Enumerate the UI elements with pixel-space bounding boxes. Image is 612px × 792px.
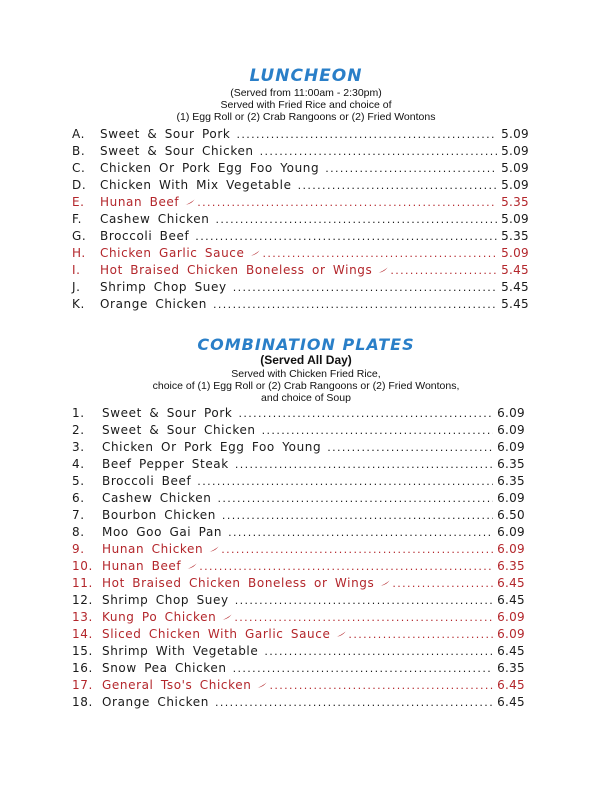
item-price: 6.45 [497,576,525,590]
menu-item [72,592,525,609]
leader-dots [197,473,493,490]
item-name: Hunan Beef [100,195,180,209]
item-name: Orange Chicken [102,695,209,709]
menu-item [72,177,529,194]
leader-dots [392,575,493,592]
item-name: Sweet & Sour Chicken [100,144,254,158]
item-name: Hot Braised Chicken Boneless or Wings [100,263,373,277]
item-name: Cashew Chicken [100,212,210,226]
item-name: Kung Po Chicken [102,610,217,624]
leader-dots [236,126,497,143]
menu-item [72,541,525,558]
item-name: Sweet & Sour Chicken [102,423,256,437]
leader-dots [260,143,497,160]
menu-item [72,473,525,490]
combination-menu-list [72,405,525,711]
leader-dots [199,558,493,575]
item-price: 5.09 [501,144,529,158]
item-key: 2. [72,423,85,437]
item-name: Chicken Or Pork Egg Foo Young [102,440,322,454]
leader-dots [390,262,497,279]
item-key: J. [72,280,81,294]
item-name: Snow Pea Chicken [102,661,227,675]
item-name: Chicken Or Pork Egg Foo Young [100,161,320,175]
menu-item [72,609,525,626]
item-key: 10. [72,559,93,573]
leader-dots [238,405,493,422]
item-name: Hunan Chicken [102,542,204,556]
item-price: 6.09 [497,525,525,539]
item-price: 6.50 [497,508,525,522]
item-key: 16. [72,661,93,675]
leader-dots [235,456,493,473]
item-name: Broccoli Beef [100,229,190,243]
item-name: Cashew Chicken [102,491,212,505]
menu-item [72,626,525,643]
item-key: C. [72,161,86,175]
menu-item [72,558,525,575]
item-price: 5.45 [501,263,529,277]
combination-note-line3: and choice of Soup [261,392,351,404]
luncheon-title: LUNCHEON [249,66,363,86]
item-price: 6.09 [497,491,525,505]
leader-dots [215,211,497,228]
hot-pepper-icon [257,676,267,682]
menu-item [72,456,525,473]
menu-item [72,507,525,524]
leader-dots [269,677,493,694]
menu-item [72,694,525,711]
leader-dots [215,694,493,711]
item-key: 17. [72,678,93,692]
item-name: Shrimp Chop Suey [102,593,229,607]
menu-item [72,211,529,228]
item-key: K. [72,297,85,311]
item-key: 9. [72,542,85,556]
leader-dots [327,439,493,456]
leader-dots [233,660,493,677]
leader-dots [221,541,493,558]
item-key: 18. [72,695,93,709]
menu-item [72,160,529,177]
menu-item [72,405,525,422]
item-key: 12. [72,593,93,607]
leader-dots [325,160,497,177]
item-price: 5.09 [501,212,529,226]
item-price: 6.45 [497,593,525,607]
item-price: 6.09 [497,610,525,624]
hot-pepper-icon [222,608,232,614]
item-name: Moo Goo Gai Pan [102,525,223,539]
item-name: Sliced Chicken With Garlic Sauce [102,627,331,641]
item-key: 6. [72,491,85,505]
menu-item [72,660,525,677]
hot-pepper-icon [378,261,388,267]
item-name: Broccoli Beef [102,474,192,488]
item-price: 5.09 [501,246,529,260]
item-price: 5.09 [501,178,529,192]
leader-dots [222,507,493,524]
leader-dots [197,194,497,211]
item-price: 6.09 [497,627,525,641]
item-key: 13. [72,610,93,624]
luncheon-note-line2: (1) Egg Roll or (2) Crab Rangoons or (2) Fried Wontons [176,111,436,123]
leader-dots [348,626,493,643]
menu-item [72,422,525,439]
item-price: 5.09 [501,127,529,141]
item-key: 7. [72,508,85,522]
item-price: 6.09 [497,440,525,454]
item-price: 5.35 [501,229,529,243]
hot-pepper-icon [250,244,260,250]
menu-item [72,279,529,296]
combination-note-line1: Served with Chicken Fried Rice, [231,368,381,380]
menu-item [72,490,525,507]
item-key: 5. [72,474,85,488]
combination-note-line2: choice of (1) Egg Roll or (2) Crab Rangoons or (2) Fried Wontons, [152,380,460,392]
item-price: 6.09 [497,423,525,437]
item-key: 14. [72,627,93,641]
item-name: Chicken Garlic Sauce [100,246,245,260]
item-price: 6.45 [497,644,525,658]
leader-dots [235,592,493,609]
menu-item [72,439,525,456]
item-price: 6.35 [497,457,525,471]
leader-dots [262,422,493,439]
item-price: 6.09 [497,406,525,420]
item-key: I. [72,263,81,277]
item-price: 5.09 [501,161,529,175]
item-price: 5.45 [501,297,529,311]
item-key: F. [72,212,82,226]
item-key: E. [72,195,85,209]
menu-item [72,126,529,143]
luncheon-note-line1: Served with Fried Rice and choice of [220,99,392,111]
menu-item [72,524,525,541]
hot-pepper-icon [187,557,197,563]
item-name: Shrimp Chop Suey [100,280,227,294]
item-key: 11. [72,576,93,590]
item-price: 5.35 [501,195,529,209]
leader-dots [228,524,493,541]
item-key: H. [72,246,86,260]
hot-pepper-icon [380,574,390,580]
item-price: 6.45 [497,678,525,692]
leader-dots [298,177,498,194]
item-name: Sweet & Sour Pork [102,406,233,420]
item-name: Hunan Beef [102,559,182,573]
menu-item [72,143,529,160]
item-name: Sweet & Sour Pork [100,127,231,141]
item-key: 15. [72,644,93,658]
item-name: Shrimp With Vegetable [102,644,259,658]
item-key: 4. [72,457,85,471]
item-name: General Tso's Chicken [102,678,252,692]
menu-item [72,228,529,245]
item-key: 8. [72,525,85,539]
item-name: Bourbon Chicken [102,508,216,522]
item-price: 6.35 [497,559,525,573]
item-key: B. [72,144,86,158]
leader-dots [213,296,497,313]
leader-dots [262,245,497,262]
hot-pepper-icon [209,540,219,546]
menu-item [72,262,529,279]
hot-pepper-icon [185,193,195,199]
item-price: 6.35 [497,474,525,488]
leader-dots [195,228,497,245]
item-price: 5.45 [501,280,529,294]
luncheon-menu-list [72,126,529,313]
leader-dots [217,490,493,507]
item-key: 1. [72,406,85,420]
menu-item [72,677,525,694]
menu-item [72,194,529,211]
item-price: 6.09 [497,542,525,556]
combination-hours: (Served All Day) [260,353,352,367]
combination-title: COMBINATION PLATES [197,335,415,354]
item-key: A. [72,127,86,141]
item-key: 3. [72,440,85,454]
menu-item [72,245,529,262]
leader-dots [233,279,497,296]
item-price: 6.35 [497,661,525,675]
item-price: 6.45 [497,695,525,709]
item-name: Chicken With Mix Vegetable [100,178,292,192]
leader-dots [234,609,493,626]
item-name: Beef Pepper Steak [102,457,229,471]
luncheon-hours: (Served from 11:00am - 2:30pm) [230,87,382,99]
hot-pepper-icon [336,625,346,631]
item-name: Orange Chicken [100,297,207,311]
item-name: Hot Braised Chicken Boneless or Wings [102,576,375,590]
item-key: D. [72,178,87,192]
menu-item [72,575,525,592]
menu-item [72,643,525,660]
leader-dots [264,643,493,660]
menu-item [72,296,529,313]
item-key: G. [72,229,87,243]
